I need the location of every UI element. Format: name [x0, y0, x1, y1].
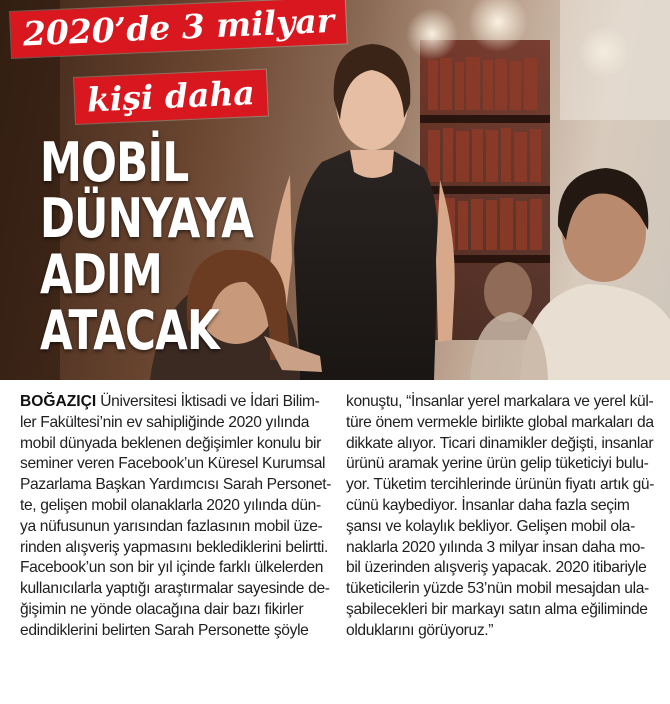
headline-line-4: ATACAK — [40, 299, 219, 362]
article-line: ğişimin ne yönde olacağına dair bazı fikirler — [20, 600, 304, 618]
article-body — [0, 392, 670, 704]
article-line: ler Fakültesi’nin ev sahipliğinde 2020 yılında — [20, 413, 310, 431]
article-line: tüketicilerin yüzde 53’nün mobil mesajdan ula- — [346, 580, 649, 598]
kicker-line-1: 2020’de 3 milyar — [10, 0, 347, 58]
lead-word: BOĞAZIÇI — [20, 393, 97, 410]
article-line: BOĞAZIÇI Üniversitesi İktisadi ve İdari Bilim- — [20, 393, 320, 410]
article-line: Facebook’un son bir yıl içinde farklı ülkelerden — [20, 559, 324, 577]
article-column-right — [346, 392, 658, 642]
kicker-line-2: kişi daha — [74, 70, 268, 124]
headline-line-2: DÜNYAYA — [40, 187, 254, 250]
article-line: konuştu, “İnsanlar yerel markalara ve yerel kül- — [346, 393, 654, 410]
article-line: kullanıcılarla yaptığı araştırmalar sayesinde de- — [20, 580, 330, 598]
article-line: dikkate alıyor. Ticari dinamikler değişti, insanlar — [346, 434, 654, 452]
article-line: ya nüfusunun yarısından fazlasının mobil üze- — [20, 517, 323, 535]
article-line: yor. Tüketim tercihlerinde ürünün fiyatı artık gü- — [346, 476, 655, 494]
article-line: türe önem vermekle birlikte global markaları da — [346, 413, 654, 431]
article-line: cünü kaybediyor. İnsanlar daha fazla seçim — [346, 496, 630, 514]
article-column-left — [20, 392, 338, 642]
article-line: şansı ve kolaylık bekliyor. Gelişen mobil ola- — [346, 517, 635, 535]
headline-line-3: ADIM — [40, 243, 163, 306]
article-line: ürünü aramak yerine ürün gelip tüketiciyi bulu- — [346, 455, 649, 473]
headline-kicker — [10, 0, 335, 127]
article-line: mobil dünyada beklenen değişimler konulu bir — [20, 434, 321, 452]
article-line: rinden alışveriş yapmasını beklediklerini belirtti. — [20, 538, 329, 556]
article-line: olduklarını görüyoruz.” — [346, 621, 494, 639]
article-line: bil üzerinden alışveriş yapacak. 2020 itibariyle — [346, 559, 647, 577]
headline-line-1: MOBİL — [40, 131, 189, 194]
article-line: edindiklerini belirten Sarah Personette şöyle — [20, 621, 309, 639]
article-line: te, gelişen mobil olanaklarla 2020 yılında dün- — [20, 496, 321, 514]
article-line: seminer veren Facebook’un Küresel Kurumsal — [20, 455, 326, 473]
article-line: Pazarlama Başkan Yardımcısı Sarah Personet- — [20, 476, 332, 494]
article-line: şabilecekleri bir markayı satın alma eğiliminde — [346, 600, 648, 618]
article-line: naklarla 2020 yılında 3 milyar insan daha mo- — [346, 538, 645, 556]
main-headline — [40, 131, 290, 362]
